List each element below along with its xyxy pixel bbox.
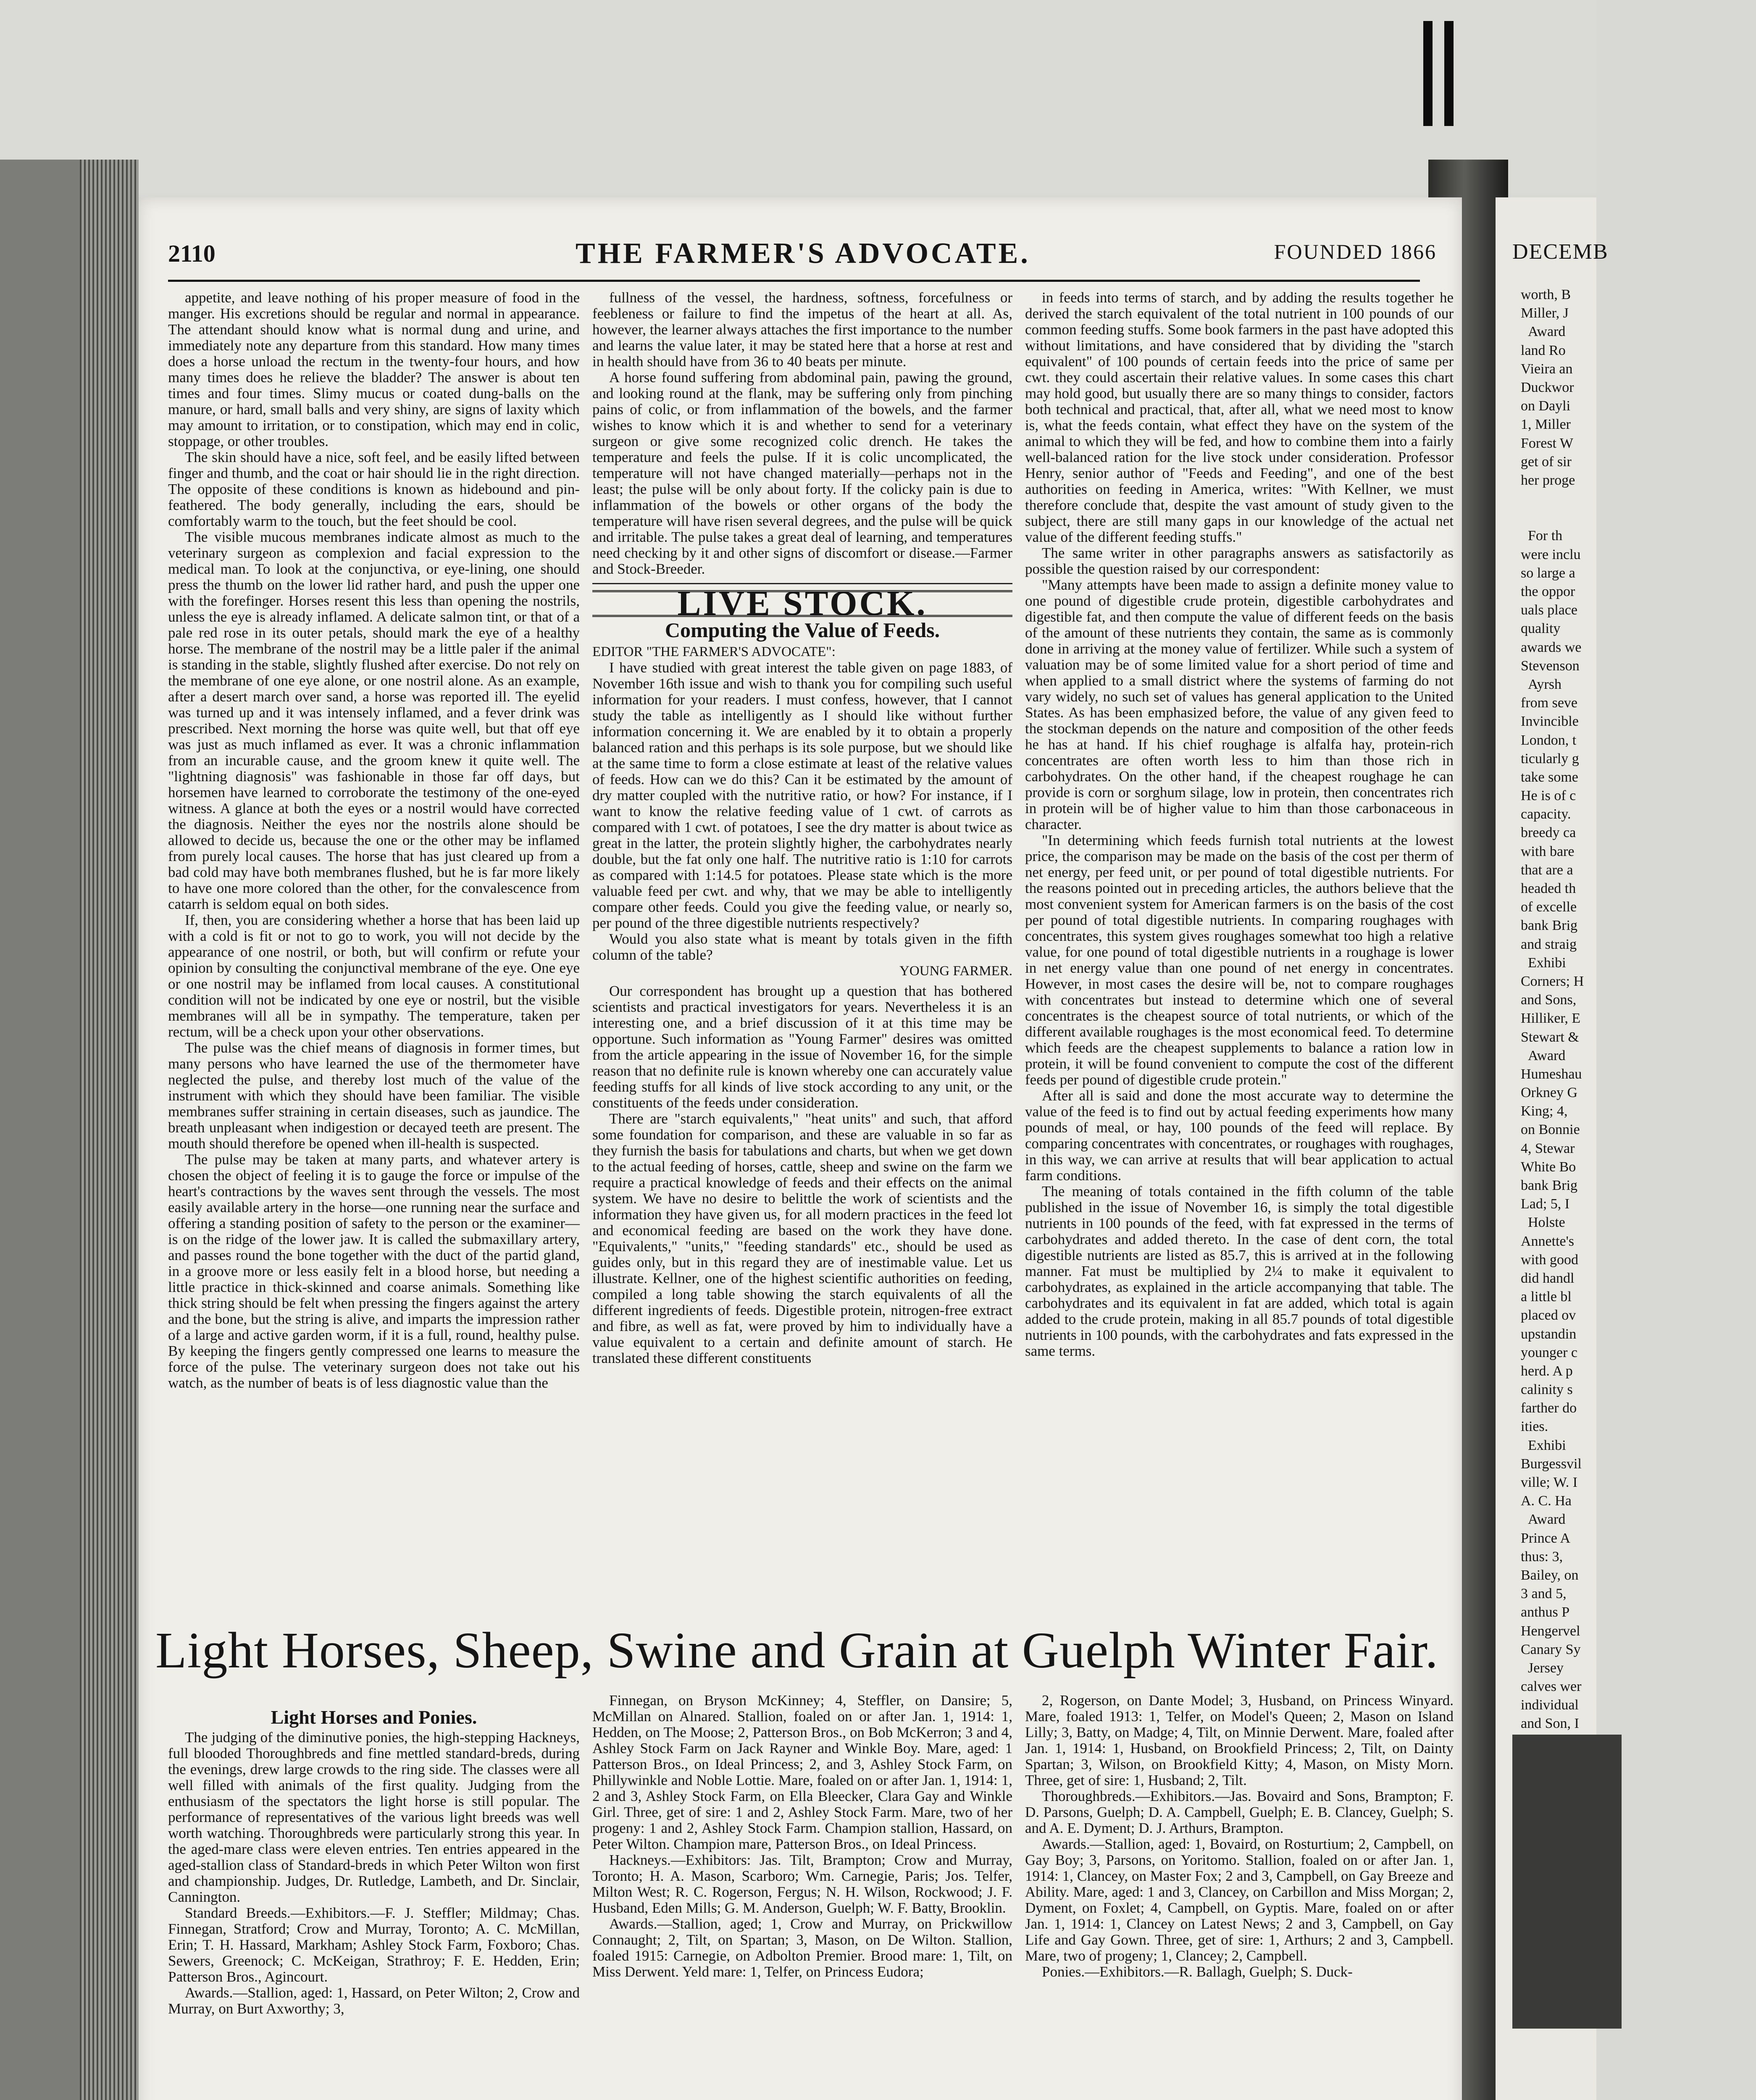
- fair-column-3: [1025, 1693, 1454, 1980]
- paragraph: The visible mucous membranes indicate almost as much to the veterinary surgeon as complexion and facial expression to the medical man. To look at the conjunctiva, or eye-lining, one should press the thumb on the lower lid rather hard, and push the upper one with the forefinger. Horses resent this less than opening the nostrils, unless the eye is already inflamed. A delicate salmon tint, or that of a pale red rose in its outer petals, should mark the eye of a healthy horse. The membrane of the nostril may be a little paler if the animal is standing in the stable, slightly flushed after exercise. Do not rely on the membrane of one eye alone, or one nostril alone. As an example, after a desert march over sand, a horse was reported ill. The eyelid was turned up and it was intensely inflamed, and a fever drink was prescribed. Next morning the horse was quite well, but that off eye was just as much inflamed as ever. It was a chronic inflammation from an incurable cause, and the groom knew it quite well. The "lightning diagnosis" was fashionable in those far off days, but horsemen have learned to corroborate the testimony of the one-eyed witness. A glance at both the eyes or a nostril would have corrected the diagnosis. Neither the eyes nor the nostrils alone should be allowed to decide us, because the one or the other may be inflamed from purely local causes. The horse that has just cleared up from a bad cold may have both membranes flushed, but he is far more likely to have one more colored than the other, for the convalescence from catarrh is seldom equal on both sides.: [168, 529, 580, 912]
- article-title: Computing the Value of Feeds.: [665, 618, 940, 642]
- next-page-text: worth, B Miller, J Award land Ro Vieira an Duckwor on Dayli 1, Miller Forest W get of sir her proge For th were inclu so large a the oppor uals place quality awards we Stevenson Ayrsh from seve Invincible London, t ticularly g take some He is of c capacity. breedy ca with bare that are a headed th of excelle bank Brig and straig Exhibi Corners; H and Sons, Hilliker, E Stewart & Award Humeshau Orkney G King; 4, on Bonnie 4, Stewar White Bo bank Brig Lad; 5, I Holste Annette's with good did handl a little bl placed ov upstandin younger c herd. A p calinity s farther do ities. Exhibi Burgessvil ville; W. I A. C. Ha Award Prince A thus: 3, Bailey, on 3 and 5, anthus P Hengervel Canary Sy Jersey calves wer individual and Son, I: [1521, 287, 1584, 1732]
- paragraph: 2, Rogerson, on Dante Model; 3, Husband, on Princess Winyard. Mare, foaled 1913: 1, Telfer, on Model's Queen; 2, Mason on Island Lilly; 3, Batty, on Madge; 4, Tilt, on Minnie Derwent. Mare, foaled after Jan. 1, 1914: 1, Husband, on Brookfield Princess; 2, Tilt, on Dainty Spartan; 3, Wilson, on Brookfield Kitty; 4, Mason, on Misty Morn. Three, get of sire: 1, Husband; 2, Tilt.: [1025, 1692, 1454, 1788]
- page-number: 2110: [168, 240, 216, 267]
- article-end: [592, 290, 1012, 577]
- column-2: [592, 290, 1012, 1366]
- paragraph: Thoroughbreds.—Exhibitors.—Jas. Bovaird and Sons, Brampton; F. D. Parsons, Guelph; D. A. Campbell, Guelph; E. B. Clancey, Guelph; S. and A. E. Dyment; D. J. Arthurs, Brampton.: [1025, 1788, 1454, 1836]
- paragraph: The meaning of totals contained in the fifth column of the table published in the issue of November 16, is simply the total digestible nutrients in 100 pounds of the feed, with fat expressed in the terms of carbohydrates and added thereto. In the case of dent corn, the total digestible nutrients are listed as 85.7, this is arrived at in the following manner. Fat must be multiplied by 2¼ to make it equivalent to carbohydrates, as explained in the article accompanying that table. The carbohydrates and its equivalent in fat are added, which total is again added to the crude protein, making in all 85.7 pounds of total digestible nutrients in 100 pounds, with the carbohydrates and fats expressed in the same terms.: [1025, 1183, 1454, 1359]
- journal-title: THE FARMER'S ADVOCATE.: [576, 237, 1030, 270]
- paragraph: The pulse may be taken at many parts, and whatever artery is chosen the object of feeling it is to gauge the force or impulse of the heart's contractions by the waves sent through the vessels. The most easily available artery in the horse—one running near the surface and offering a standing position of safety to the person or the examiner—is on the ridge of the lower jaw. It is called the submaxillary artery, and passes round the bone together with the duct of the partid gland, in a groove more or less easily felt in a blood horse, but needing a little practice in thick-skinned and coarse animals. Something like thick string should be felt when pressing the fingers against the artery and the bone, but the string is alive, and imparts the impression rather of a large and active garden worm, if it is a full, round, healthy pulse. By keeping the fingers gently compressed one learns to measure the force of the pulse. The veterinary surgeon does not take out his watch, as the number of beats is of less diagnostic value than the: [168, 1151, 580, 1391]
- scan-mark: [1444, 21, 1454, 126]
- page-header: [168, 237, 1437, 277]
- paragraph: fullness of the vessel, the hardness, softness, forcefulness or feebleness or failure to find the impetus of the heart at all. As, however, the learner always attaches the first importance to the number and learns the value later, it may be stated here that a horse at rest and in health should have from 36 to 40 beats per minute.: [592, 289, 1012, 370]
- paragraph: appetite, and leave nothing of his proper measure of food in the manger. His excretions should be regular and normal in appearance. The attendant should know what is normal dung and urine, and immediately note any departure from this standard. How many times does a horse unload the rectum in the twenty-four hours, and how many times does he relieve the bladder? The answer is about ten times and four times. Slimy mucus or coated dung-balls on the manure, or hard, small balls and very shiny, are signs of laxity which may amount to irritation, or to constipation, which may end in colic, stoppage, or other troubles.: [168, 289, 580, 449]
- paragraph: The judging of the diminutive ponies, the high-stepping Hackneys, full blooded Thoroughbreds and fine mettled standard-breds, during the evenings, drew large crowds to the ring side. The classes were all well filled with animals of the first quality. Judging from the enthusiasm of the spectators the light horse is still popular. The performance of representatives of the various light breeds was well worth watching. Thoroughbreds were particularly strong this year. In the aged-mare class were eleven entries. Ten entries appeared in the aged-stallion class of Standard-breds in which Peter Wilton won first and championship. Judges, Dr. Rutledge, Lambeth, and Dr. Sinclair, Cannington.: [168, 1729, 580, 1905]
- paragraph: Would you also state what is meant by totals given in the fifth column of the table?: [592, 931, 1012, 963]
- paragraph: The pulse was the chief means of diagnosis in former times, but many persons who have learned the use of the thermometer have neglected the pulse, and thereby lost much of the value of the instrument with which they should have been familiar. The visible membranes suffer straining in certain diseases, such as jaundice. The breath unpleasant when indigestion or decayed teeth are present. The mouth should therefore be opened when ill-health is suspected.: [168, 1040, 580, 1152]
- fair-banner-headline: Light Horses, Sheep, Swine and Grain at Guelph Winter Fair.: [155, 1622, 1438, 1679]
- newspaper-page: [139, 197, 1462, 2100]
- paragraph: The skin should have a nice, soft feel, and be easily lifted between finger and thumb, and the coat or hair should lie in the right direction. The opposite of these conditions is known as hidebound and pin-feathered. The body generally, including the ears, should be comfortably warm to the touch, but the feet should be cool.: [168, 449, 580, 529]
- fair-column-2: [592, 1693, 1012, 1980]
- fair-subtitle: Light Horses and Ponies.: [271, 1706, 477, 1728]
- column-3: [1025, 290, 1454, 1359]
- book-page-edges: [0, 160, 139, 2100]
- paragraph: Finnegan, on Bryson McKinney; 4, Steffler, on Dansire; 5, McMillan on Alnared. Stallion, foaled on or after Jan. 1, 1914: 1, Hedden, on The Moose; 2, Patterson Bros., on Bob McKerron; 3 and 4, Ashley Stock Farm on Jack Rayner and Winkle Boy. Mare, aged: 1 Patterson Bros., on Ideal Princess; 2, and 3, Ashley Stock Farm, on Phillywinkle and Noble Lottie. Mare, foaled on or after Jan. 1, 1914: 1, 2 and 3, Ashley Stock Farm, on Ella Bleecker, Clara Gay and Winkle Girl. Three, get of sire: 1 and 2, Ashley Stock Farm. Mare, two of her progeny: 1 and 2, Ashley Stock Farm. Champion stallion, Hassard, on Peter Wilton. Champion mare, Patterson Bros., on Ideal Princess.: [592, 1692, 1012, 1852]
- paragraph: There are "starch equivalents," "heat units" and such, that afford some foundation for comparison, and these are valuable in so far as they furnish the basis for tabulations and charts, but when we get down to the actual feeding of horses, cattle, sheep and swine on the farm we require a practical knowledge of feeds and their effects on the animal system. We have no desire to belittle the work of scientists and the information they have given us, for all modern practices in the feed lot and economical feeding are based on the work they have done. "Equivalents," "units," "feeding standards" etc., should be used as guides only, but in this regard they are of inestimable value. Let us illustrate. Kellner, one of the highest scientific authorities on feeding, compiled a long table showing the starch equivalents of all the different ingredients of feeds. Digestible protein, nitrogen-free extract and fibre, as well as fat, were proved by him to individually have a value equivalent to a certain and definite amount of starch. He translated these different constituents: [592, 1110, 1012, 1366]
- paragraph: Our correspondent has brought up a question that has bothered scientists and practical investigators for years. Nevertheless it is an interesting one, and a brief discussion of it at this time may be opportune. Such information as "Young Farmer" desires was omitted from the article appearing in the issue of November 16, for the simple reason that no definite rule is known whereby one can accurately value feeding stuffs for all kinds of live stock according to any unit, or the constituents of the feeds under consideration.: [592, 983, 1012, 1111]
- paragraph: Standard Breeds.—Exhibitors.—F. J. Steffler; Mildmay; Chas. Finnegan, Stratford; Crow and Murray, Toronto; A. C. McMillan, Erin; T. H. Hassard, Markham; Ashley Stock Farm, Foxboro; Chas. Sewers, Greenock; C. McKeigan, Strathroy; F. E. Hedden, Erin; Patterson Bros., Agincourt.: [168, 1905, 580, 1985]
- column-1: [168, 290, 580, 1391]
- paragraph: in feeds into terms of starch, and by adding the results together he derived the starch equivalent of the total nutrient in 100 pounds of our common feeding stuffs. Some book farmers in the past have adopted this without limitations, and have considered that by dividing the "starch equivalent" of 100 pounds of certain feeds into the price of same per cwt. they could ascertain their relative values. In some cases this chart may hold good, but usually there are so many things to consider, factors both technical and practical, that, after all, what we need most to know is, what the feeds contain, what effect they have on the system of the animal to which they will be fed, and how to combine them into a fairly well-balanced ration for the live stock under consideration. Professor Henry, senior author of "Feeds and Feeding", and one of the best authorities on feeding in America, writes: "With Kellner, we must therefore conclude that, despite the vast amount of study given to the subject, there are still many gaps in our knowledge of the actual net value of the different feeding stuffs.": [1025, 289, 1454, 545]
- paragraph: If, then, you are considering whether a horse that has been laid up with a cold is fit or not to go to work, you will not decide by the appearance of one nostril, or both, but will confirm or refute your opinion by consulting the conjunctival membrane of the eye. One eye or one nostril may be inflamed from local causes. A constitutional condition will not be indicated by one eye or nostril, but the visible membranes will all be in sympathy. The temperature, taken per rectum, will be a check upon your other observations.: [168, 912, 580, 1040]
- scan-margin-top: [0, 0, 1596, 193]
- editor-line: EDITOR "THE FARMER'S ADVOCATE":: [592, 644, 836, 659]
- fair-column-1: [168, 1706, 580, 2017]
- next-page-photo: [1512, 1735, 1622, 2029]
- scan-mark: [1423, 21, 1433, 126]
- paragraph: The same writer in other paragraphs answers as satisfactorily as possible the question raised by our correspondent:: [1025, 545, 1454, 577]
- paragraph: Awards.—Stallion, aged: 1, Bovaird, on Rosturtium; 2, Campbell, on Gay Boy; 3, Parsons, on Yoritomo. Stallion, foaled on or after Jan. 1, 1914: 1, Clancey, on Master Fox; 2 and 3, Campbell, on Gay Breeze and Ability. Mare, aged: 1 and 3, Clancey, on Carbillon and Miss Morgan; 2, Dyment, on Foxlet; 4, Campbell, on Gyptis. Mare, foaled on or after Jan. 1, 1914: 1, Clancey on Latest News; 2 and 3, Campbell, on Gay Life and Gay Gown. Three, get of sire: 1, Arthurs; 2 and 3, Campbell. Mare, two of progeny; 1, Clancey; 2, Campbell.: [1025, 1836, 1454, 1964]
- letter-signature: YOUNG FARMER.: [899, 963, 1012, 979]
- paragraph: "In determining which feeds furnish total nutrients at the lowest price, the comparison may be made on the basis of the cost per therm of net energy, per feed unit, or per pound of total digestible nutrients. For the reasons pointed out in preceding articles, the authors believe that the most convenient system for American farmers is on the basis of the cost per pound of total digestible nutrients. In comparing roughages with concentrates, this system gives roughages somewhat too high a relative value, for one pound of total digestible nutrients in a roughage is lower in net energy value than one pound of net energy in concentrates. However, in most cases the desire will be, not to compare roughages with concentrates but instead to determine which one of several concentrates is the cheapest source of total nutrients, or which of the different available roughages is the most economical feed. To determine which feeds are the cheapest supplements to balance a ration low in protein, it will be found convenient to compute the cost of the different feeds per pound of digestible crude protein.": [1025, 832, 1454, 1088]
- paragraph: Awards.—Stallion, aged; 1, Crow and Murray, on Prickwillow Connaught; 2, Tilt, on Spartan; 3, Mason, on De Wilton. Stallion, foaled 1915: Carnegie, on Adbolton Premier. Brood mare: 1, Tilt, on Miss Derwent. Yeld mare: 1, Telfer, on Princess Eudora;: [592, 1916, 1012, 1980]
- next-page-fragment: [1496, 197, 1609, 2100]
- header-rule: [168, 280, 1420, 282]
- paragraph: Ponies.—Exhibitors.—R. Ballagh, Guelph; S. Duck-: [1042, 1964, 1353, 1980]
- paragraph: "Many attempts have been made to assign a definite money value to one pound of digestible crude protein, digestible carbohydrates and digestible fat, and then compute the value of different feeds on the basis of the amount of these nutrients they contain, the same as is commonly done in arriving at the money value of fertilizer. While such a system of valuation may be of some limited value for a short period of time and when applied to a small district where the systems of farming do not vary widely, no such set of values has general application to the United States. As has been emphasized before, the value of any given feed to the stockman depends on the nature and composition of the other feeds he has at hand. If his chief roughage is alfalfa hay, protein-rich concentrates are often worth less to him than those rich in carbohydrates. On the other hand, if the cheapest roughage he can provide is corn or sorghum silage, low in protein, then concentrates rich in protein will be of higher value to him than those carbonaceous in character.: [1025, 577, 1454, 832]
- editor-reply: [592, 983, 1012, 1366]
- paragraph: Hackneys.—Exhibitors: Jas. Tilt, Brampton; Crow and Murray, Toronto; H. A. Mason, Scarboro; Wm. Carnegie, Paris; Jos. Telfer, Milton West; R. C. Rogerson, Fergus; N. H. Wilson, Rockwood; J. F. Husband, Eden Mills; G. M. Anderson, Guelph; W. F. Batty, Brooklin.: [592, 1852, 1012, 1916]
- paragraph: After all is said and done the most accurate way to determine the value of the feed is to find out by actual feeding experiments how many pounds of meal, or hay, 100 pounds of the feed will replace. By comparing concentrates with concentrates, or roughages with roughages, in this way, we can arrive at results that will bear application to actual farm conditions.: [1025, 1087, 1454, 1184]
- fair-col1-text: [168, 1730, 580, 2017]
- next-page-header: DECEMB: [1512, 240, 1609, 264]
- founded-year: FOUNDED 1866: [1274, 240, 1437, 263]
- paragraph: Awards.—Stallion, aged: 1, Hassard, on Peter Wilton; 2, Crow and Murray, on Burt Axworthy; 3,: [168, 1984, 580, 2017]
- paragraph: I have studied with great interest the table given on page 1883, of November 16th issue and wish to thank you for compiling such useful information for your readers. I must confess, however, that I cannot study the table as intelligently as I should like without further information concerning it. We are enabled by it to obtain a properly balanced ration and this perhaps is its sole purpose, but we should like at the same time to form a close estimate at least of the relative values of feeds. How can we do this? Can it be estimated by the amount of dry matter coupled with the nutritive ratio, or how? For instance, if I want to know the relative feeding value of 1 cwt. of carrots as compared with 1 cwt. of potatoes, I see the dry matter is about twice as great in the latter, the protein slightly higher, the carbohydrates nearly double, but the fat only one half. The nutritive ratio is 1:10 for carrots as compared with 1:14.5 for potatoes. Please state which is the more valuable feed per cwt. and why, that we may be able to intelligently compare other feeds. Could you give the feeding value, or nearly so, per pound of the three digestible nutrients respectively?: [592, 659, 1012, 931]
- paragraph: A horse found suffering from abdominal pain, pawing the ground, and looking round at the flank, may be suffering only from pinching pains of colic, or from inflammation of the bowels, and the farmer wishes to know which it is and whether to send for a veterinary surgeon or give some recognized colic drench. He takes the temperature and feels the pulse. If it is colic uncomplicated, the temperature will not have changed materially—perhaps not in the least; the pulse will be only about forty. If the colicky pain is due to inflammation of the bowels or other organs of the body the temperature will have risen several degrees, and the pulse will be quick and irritable. The pulse takes a great deal of learning, and temperatures need checking by it and other signs of discomfort or disease.—Farmer and Stock-Breeder.: [592, 369, 1012, 577]
- section-title: LIVE STOCK.: [592, 590, 1012, 617]
- letter-body: [592, 660, 1012, 963]
